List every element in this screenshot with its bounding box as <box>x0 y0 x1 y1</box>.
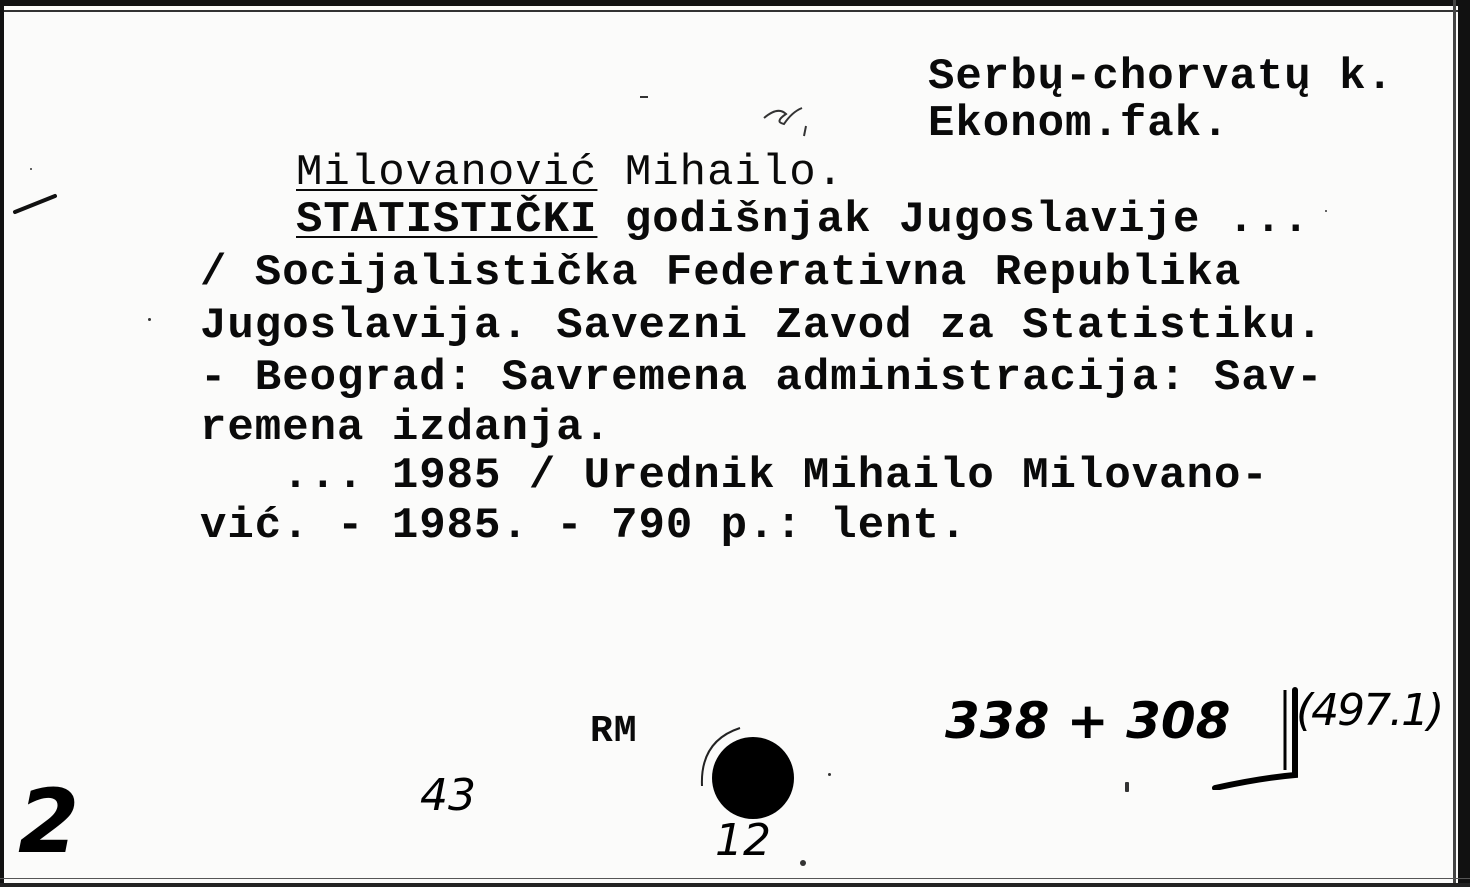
title-first-word: STATISTIČKI <box>296 195 598 245</box>
author-line <box>296 150 844 197</box>
card-border-left <box>0 0 4 887</box>
classification-extra: (497.1) <box>1296 685 1443 736</box>
card-border-bottom-inner <box>0 878 1470 879</box>
card-border-right-inner <box>1453 0 1456 887</box>
ink-dot <box>1325 210 1327 212</box>
location-line-2: Ekonom.fak. <box>928 99 1230 149</box>
handwritten-number-12: 12 <box>715 815 771 866</box>
pen-stroke-mark <box>10 190 60 220</box>
author-given-name: Mihailo. <box>597 148 845 198</box>
author-surname: Milovanović <box>296 148 598 198</box>
location-line-1: Serbų-chorvatų k. <box>928 52 1394 102</box>
body-line-6: remena izdanja. <box>200 403 612 453</box>
ink-dot <box>148 318 151 321</box>
card-border-top <box>0 0 1470 6</box>
ink-dash <box>640 96 648 98</box>
classification-bracket <box>1200 680 1310 790</box>
pen-squiggle-mark <box>758 100 818 140</box>
card-border-bottom <box>0 883 1470 887</box>
body-line-3: / Socijalistička Federativna Republika <box>200 248 1242 298</box>
card-border-top-inner <box>0 10 1470 12</box>
hole-arc-mark <box>690 716 770 796</box>
title-rest: godišnjak Jugoslavije ... <box>597 195 1310 245</box>
classification-number: 338 + 308 <box>945 692 1231 750</box>
ink-dot <box>30 168 32 170</box>
ink-speck <box>1125 782 1129 792</box>
body-line-4: Jugoslavija. Savezni Zavod za Statistiku. <box>200 301 1324 351</box>
title-line <box>296 197 1310 244</box>
body-line-7: ... 1985 / Urednik Mihailo Milovano- <box>200 451 1269 501</box>
body-line-8: vić. - 1985. - 790 p.: lent. <box>200 501 968 551</box>
card-border-right <box>1458 0 1470 887</box>
handwritten-number-43: 43 <box>420 770 476 821</box>
body-line-5: - Beograd: Savremena administracija: Sav- <box>200 353 1324 403</box>
ink-dot <box>828 773 831 776</box>
handwritten-mark: 2 <box>18 770 80 873</box>
ink-dot <box>800 860 806 866</box>
stamp-code: RM <box>590 710 638 753</box>
